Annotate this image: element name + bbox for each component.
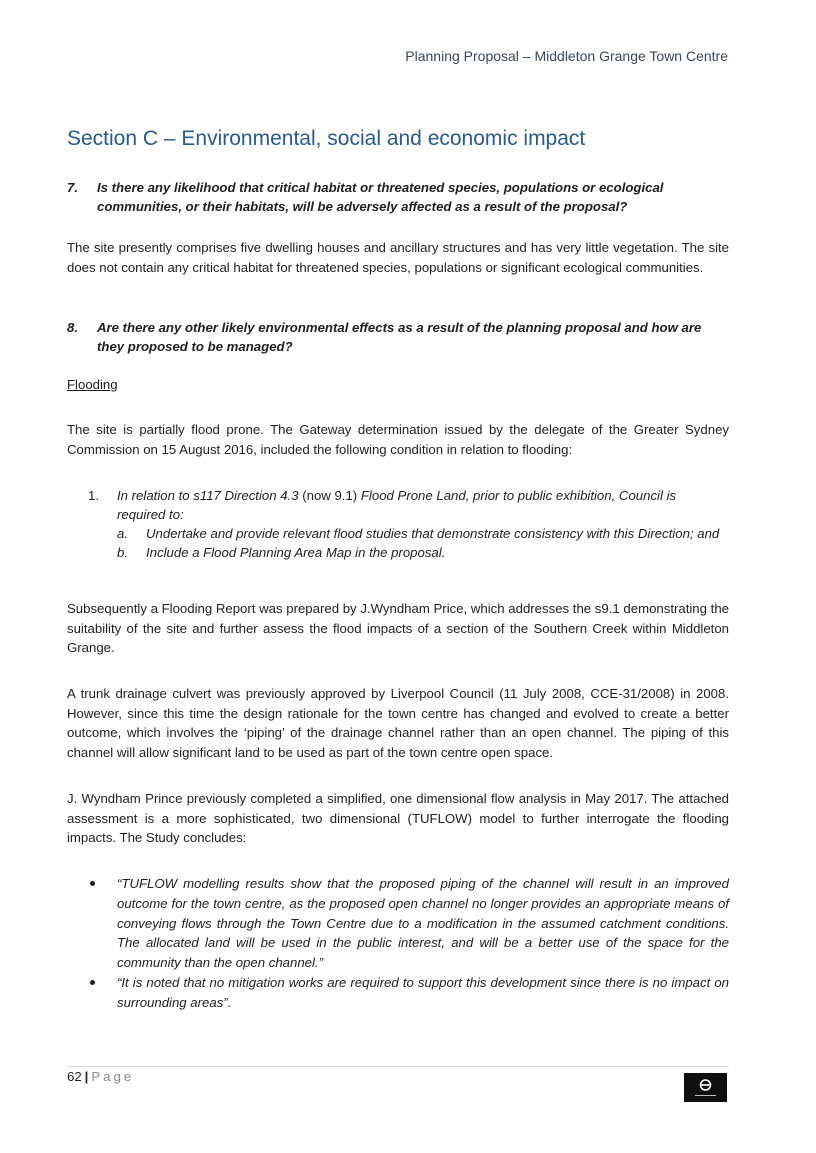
bullet-icon [90, 980, 95, 985]
page-number: 62 [67, 1069, 82, 1084]
bullet-icon [90, 881, 95, 886]
subitem-text: Include a Flood Planning Area Map in the proposal. [146, 545, 446, 560]
paragraph-prince: J. Wyndham Prince previously completed a simplified, one dimensional flow analysis in May 2017. The attached assessment is a more sophisticated, two dimensional (TUFLOW) model to further interrogate the flooding impacts. The Study concludes: [67, 791, 729, 846]
condition-list [88, 486, 728, 562]
bullet-text: “TUFLOW modelling results show that the proposed piping of the channel will result in an improved outcome for the town centre, as the proposed open channel no longer provides an appropriate means of conveying flows through the Town Centre due to a modification in the assumed catchment conditions. The allocated land will be used in the public interest, and will be a better use of the space for the community than the open channel.” [117, 876, 729, 971]
question-7 [67, 178, 729, 216]
paragraph-report: Subsequently a Flooding Report was prepared by J.Wyndham Price, which addresses the s9.1 demonstrating the suitability of the site and further assess the flood impacts of a section of the Southern Creek within Middleton Grange. [67, 601, 729, 656]
list-item [88, 874, 729, 973]
condition-number: 1. [88, 488, 99, 503]
condition-text-part: Flood Prone Land, prior to public exhibition, Council is required to: [117, 488, 677, 522]
subitem-letter: b. [117, 545, 128, 560]
subitem-text: Undertake and provide relevant flood studies that demonstrate consistency with this Direction; and [146, 526, 720, 541]
condition-text-part: In relation to s117 Direction 4.3 [117, 488, 299, 503]
paragraph-site: The site presently comprises five dwelling houses and ancillary structures and has very little vegetation. The site does not contain any critical habitat for threatened species, populations or significant ecological communities. [67, 240, 729, 275]
page-label: Page [91, 1069, 135, 1084]
condition-subitem [117, 543, 728, 562]
running-header: Planning Proposal – Middleton Grange Town Centre [405, 48, 728, 64]
condition-subitem [117, 524, 728, 543]
question-text: Is there any likelihood that critical habitat or threatened species, populations or ecological communities, or their habitats, will be adversely affected as a result of the proposal? [97, 180, 664, 214]
section-title: Section C – Environmental, social and economic impact [67, 127, 586, 150]
page-footer [67, 1069, 134, 1084]
question-number: 7. [67, 180, 78, 195]
footer-divider [67, 1066, 729, 1067]
question-8 [67, 318, 729, 356]
list-item [88, 973, 729, 1013]
logo-icon [684, 1073, 727, 1102]
question-number: 8. [67, 320, 78, 335]
subitem-letter: a. [117, 526, 128, 541]
paragraph-culvert: A trunk drainage culvert was previously approved by Liverpool Council (11 July 2008, CCE-31/2008) in 2008. However, since this time the design rationale for the town centre has changed and evolved to create a better outcome, which involves the ‘piping’ of the drainage channel rather than an open channel. The piping of this channel will allow significant land to be used as part of the town centre open space. [67, 686, 729, 761]
page-separator: | [84, 1069, 89, 1084]
bullet-text: “It is noted that no mitigation works are required to support this development since there is no impact on surrounding areas”. [117, 974, 729, 1010]
paragraph-flood: The site is partially flood prone. The Gateway determination issued by the delegate of the Greater Sydney Commission on 15 August 2016, included the following condition in relation to flooding: [67, 422, 729, 457]
condition-text-part: (now 9.1) [298, 488, 361, 503]
conclusions-list [88, 874, 729, 1013]
question-text: Are there any other likely environmental effects as a result of the planning proposal and how are they proposed to be managed? [97, 320, 702, 354]
flooding-heading: Flooding [67, 377, 118, 392]
company-logo [684, 1073, 727, 1102]
condition-text [117, 486, 728, 524]
